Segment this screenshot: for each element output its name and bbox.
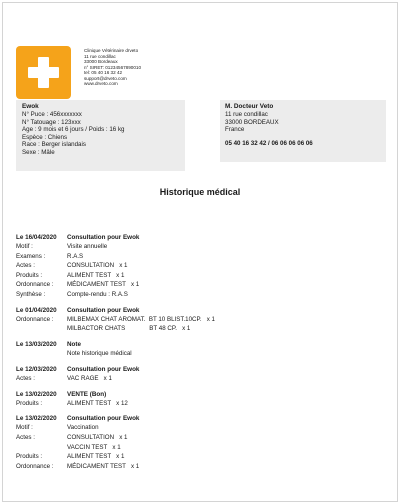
row-label: Ordonnance : — [16, 462, 54, 470]
entry-date: Le 13/02/2020 — [16, 415, 57, 423]
clinic-line: n° SIRET: 01234567890010 — [84, 64, 142, 70]
entry-date: Le 13/02/2020 — [16, 390, 57, 398]
vet-line: 33000 BORDEAUX — [225, 118, 279, 126]
page-title: Historique médical — [159, 187, 241, 197]
entry-header — [16, 365, 386, 374]
history-entry — [16, 306, 386, 334]
row-label: Produits : — [16, 271, 43, 279]
row-label: Examens : — [16, 252, 46, 260]
animal-line: Age : 9 mois et 6 jours / Poids : 16 kg — [22, 126, 125, 134]
entry-row — [16, 280, 386, 290]
row-label: Produits : — [16, 453, 43, 461]
history-entry — [16, 340, 386, 359]
row-value: CONSULTATION x 1 — [67, 262, 128, 270]
entry-row — [16, 315, 386, 334]
history-entry — [16, 390, 386, 409]
row-value: VAC RAGE x 1 — [67, 374, 112, 382]
vet-phones: 05 40 16 32 42 / 06 06 06 06 06 — [225, 139, 313, 147]
entry-title: Consultation pour Ewok — [67, 365, 140, 373]
entry-title: Note — [67, 341, 81, 349]
document-page — [2, 2, 398, 502]
entry-date: Le 12/03/2020 — [16, 365, 57, 373]
entry-row — [16, 349, 386, 359]
row-value: MILBEMAX CHAT AROMAT. BT 10 BLIST.10CP. x 1 MILBACTOR CHATS BT 48 CP. x 1 — [67, 315, 215, 333]
clinic-line: tel: 05 40 16 32 42 — [84, 70, 123, 75]
entry-row — [16, 261, 386, 271]
entry-row — [16, 399, 386, 409]
animal-line: N° Puce : 456xxxxxxx — [22, 111, 82, 118]
entry-header — [16, 306, 386, 315]
entry-header — [16, 233, 386, 242]
row-value: MÉDICAMENT TEST x 1 — [67, 462, 140, 470]
entry-row — [16, 462, 386, 472]
history-entry — [16, 414, 386, 471]
history-entries — [16, 233, 386, 478]
clinic-line: www.drveto.com — [84, 81, 118, 86]
row-label: Actes : — [16, 374, 35, 382]
animal-line: Espèce : Chiens — [22, 133, 68, 141]
row-value: MÉDICAMENT TEST x 1 — [67, 281, 140, 289]
vet-line: 11 rue condillac — [225, 111, 268, 118]
clinic-logo — [16, 46, 71, 99]
row-label: Actes : — [16, 262, 35, 270]
entry-row — [16, 374, 386, 384]
vet-line: France — [225, 126, 245, 134]
row-label: Motif : — [16, 424, 33, 432]
clinic-info — [84, 48, 141, 87]
row-label: Synthèse : — [16, 290, 46, 298]
entry-title: Consultation pour Ewok — [67, 306, 140, 314]
row-label: Ordonnance : — [16, 281, 54, 289]
clinic-line: Clinique Vétérinaire drveto — [84, 48, 139, 53]
row-value: ALIMENT TEST x 12 — [67, 399, 128, 407]
entry-row — [16, 290, 386, 300]
vet-info-box — [220, 100, 386, 162]
entry-title: VENTE (Bon) — [67, 390, 107, 398]
entry-header — [16, 390, 386, 399]
row-value: ALIMENT TEST x 1 — [67, 271, 125, 279]
clinic-line: support@drveto.com — [84, 75, 127, 81]
entry-row — [16, 433, 386, 452]
animal-line: Race : Berger islandais — [22, 141, 86, 149]
entry-header — [16, 414, 386, 423]
entry-date: Le 13/03/2020 — [16, 341, 57, 349]
row-value: Note historique médical — [67, 350, 132, 358]
row-value: CONSULTATION x 1 VACCIN TEST x 1 — [67, 434, 128, 451]
animal-line: N° Tatouage : 123xxx — [22, 118, 81, 126]
row-value: Visite annuelle — [67, 243, 108, 250]
entry-row — [16, 423, 386, 433]
entry-row — [16, 452, 386, 462]
entry-row — [16, 242, 386, 252]
history-entry — [16, 233, 386, 300]
row-label: Motif : — [16, 243, 33, 250]
entry-date: Le 01/04/2020 — [16, 306, 57, 314]
entry-date: Le 16/04/2020 — [16, 234, 57, 241]
entry-title: Consultation pour Ewok — [67, 415, 140, 423]
entry-title: Consultation pour Ewok — [67, 234, 140, 241]
row-value: R.A.S — [67, 252, 84, 260]
clinic-line: 33000 Bordeaux — [84, 59, 118, 64]
animal-info-box — [16, 100, 185, 171]
entry-header — [16, 340, 386, 349]
row-label: Ordonnance : — [16, 315, 54, 323]
entry-row — [16, 252, 386, 262]
animal-line: Sexe : Mâle — [22, 148, 55, 156]
animal-name: Ewok — [22, 103, 39, 110]
row-value: Vaccination — [67, 424, 99, 432]
row-value: Compte-rendu : R.A.S — [67, 290, 128, 298]
cross-icon-horizontal — [28, 67, 59, 78]
row-value: ALIMENT TEST x 1 — [67, 453, 125, 461]
row-label: Actes : — [16, 434, 35, 442]
clinic-line: 11 rue condillac — [84, 53, 116, 59]
row-label: Produits : — [16, 399, 43, 407]
entry-row — [16, 271, 386, 281]
vet-name: M. Docteur Veto — [225, 103, 274, 110]
history-entry — [16, 365, 386, 384]
